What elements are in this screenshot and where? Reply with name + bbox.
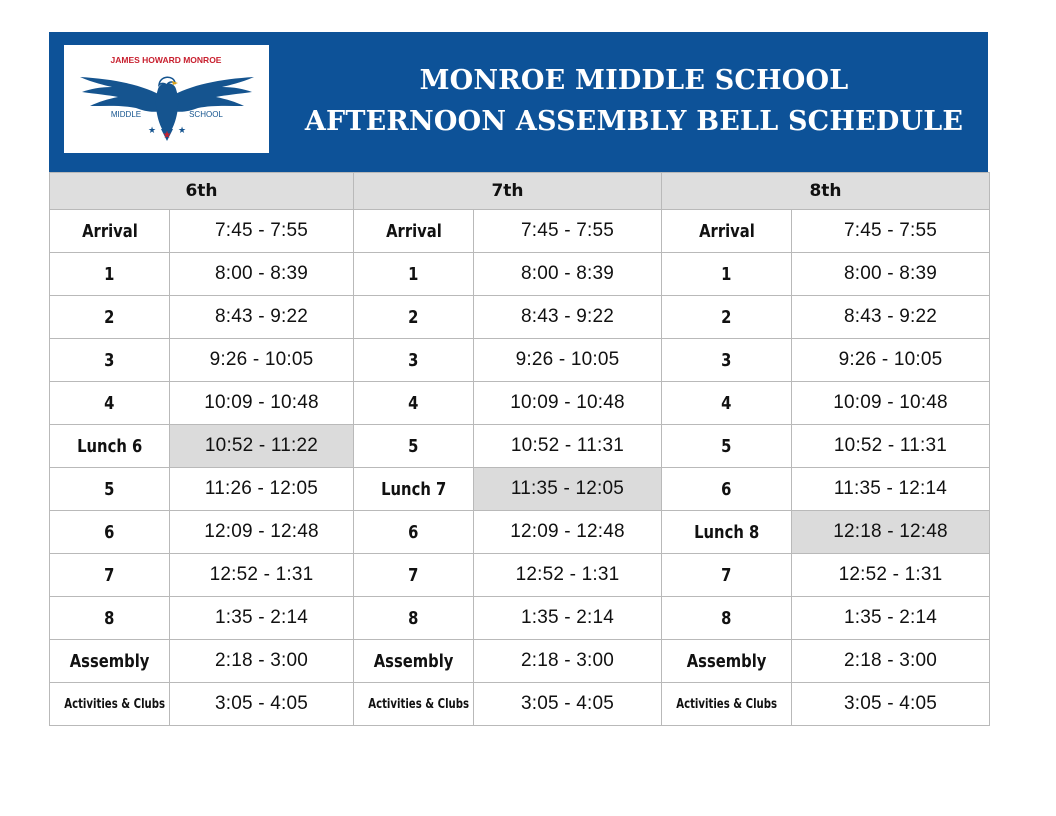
time-range: 8:43 - 9:22	[214, 306, 309, 327]
svg-text:★: ★	[147, 125, 157, 135]
time-cell-8th	[792, 382, 990, 425]
schedule-row	[50, 468, 990, 511]
grade-header-6th: 6th	[50, 173, 354, 210]
time-range: 10:52 - 11:22	[204, 435, 319, 456]
period-label: 4	[721, 392, 732, 414]
time-range: 10:09 - 10:48	[833, 392, 948, 413]
title-line-1: MONROE MIDDLE SCHOOL	[419, 65, 849, 96]
period-cell-7th	[354, 554, 474, 597]
period-label: 8	[408, 607, 419, 629]
time-cell-8th	[792, 511, 990, 554]
schedule-row	[50, 210, 990, 253]
period-label: 7	[408, 564, 419, 586]
period-label: 8	[104, 607, 115, 629]
time-range: 1:35 - 2:14	[843, 607, 938, 628]
grade-header-7th: 7th	[354, 173, 662, 210]
schedule-row	[50, 425, 990, 468]
period-cell-7th	[354, 339, 474, 382]
time-cell-8th	[792, 296, 990, 339]
period-cell-8th	[662, 554, 792, 597]
time-cell-6th	[170, 425, 354, 468]
period-cell-6th	[50, 683, 170, 726]
period-label: 2	[104, 306, 115, 328]
bell-schedule-table	[49, 172, 990, 726]
time-range: 3:05 - 4:05	[520, 693, 615, 714]
period-cell-7th	[354, 511, 474, 554]
time-range: 1:35 - 2:14	[520, 607, 615, 628]
time-range: 10:09 - 10:48	[510, 392, 625, 413]
period-label: Lunch 6	[76, 435, 143, 457]
time-cell-6th	[170, 640, 354, 683]
page-title	[289, 60, 979, 142]
time-cell-7th	[474, 683, 662, 726]
period-label: Arrival	[698, 220, 755, 242]
period-label: 6	[721, 478, 732, 500]
period-label: Activities & Clubs	[368, 697, 470, 712]
logo-right-text: SCHOOL	[189, 110, 223, 119]
period-cell-6th	[50, 597, 170, 640]
period-label: Lunch 8	[693, 521, 760, 543]
time-range: 12:52 - 1:31	[209, 564, 314, 585]
period-cell-6th	[50, 253, 170, 296]
period-label: Activities & Clubs	[64, 697, 166, 712]
period-label: 4	[104, 392, 115, 414]
period-cell-6th	[50, 640, 170, 683]
time-range: 9:26 - 10:05	[209, 349, 314, 370]
time-cell-7th	[474, 597, 662, 640]
time-range: 2:18 - 3:00	[843, 650, 938, 671]
period-cell-8th	[662, 511, 792, 554]
period-label: 5	[408, 435, 419, 457]
time-cell-7th	[474, 425, 662, 468]
time-range: 12:52 - 1:31	[838, 564, 943, 585]
time-cell-7th	[474, 210, 662, 253]
schedule-row	[50, 382, 990, 425]
period-label: Lunch 7	[380, 478, 447, 500]
time-cell-8th	[792, 554, 990, 597]
time-cell-6th	[170, 683, 354, 726]
period-label: 7	[104, 564, 115, 586]
period-cell-7th	[354, 210, 474, 253]
time-cell-8th	[792, 468, 990, 511]
period-cell-8th	[662, 253, 792, 296]
period-cell-8th	[662, 597, 792, 640]
period-cell-7th	[354, 425, 474, 468]
time-range: 12:18 - 12:48	[833, 521, 948, 542]
school-logo	[64, 45, 269, 153]
period-label: 3	[408, 349, 419, 371]
period-label: Activities & Clubs	[676, 697, 778, 712]
schedule-row	[50, 597, 990, 640]
period-label: Assembly	[373, 650, 454, 672]
time-cell-8th	[792, 339, 990, 382]
time-range: 7:45 - 7:55	[843, 220, 938, 241]
schedule-row	[50, 640, 990, 683]
period-cell-8th	[662, 640, 792, 683]
period-cell-6th	[50, 554, 170, 597]
time-range: 12:09 - 12:48	[204, 521, 319, 542]
time-range: 9:26 - 10:05	[515, 349, 620, 370]
time-cell-8th	[792, 597, 990, 640]
period-cell-8th	[662, 210, 792, 253]
time-cell-7th	[474, 640, 662, 683]
time-cell-8th	[792, 253, 990, 296]
period-cell-8th	[662, 468, 792, 511]
time-range: 2:18 - 3:00	[214, 650, 309, 671]
period-label: 6	[408, 521, 419, 543]
time-cell-6th	[170, 382, 354, 425]
logo-left-text: MIDDLE	[110, 110, 142, 119]
period-label: 2	[721, 306, 732, 328]
time-range: 11:35 - 12:14	[833, 478, 948, 499]
time-range: 1:35 - 2:14	[214, 607, 309, 628]
time-cell-6th	[170, 253, 354, 296]
logo-top-text: JAMES HOWARD MONROE	[110, 55, 222, 65]
time-range: 9:26 - 10:05	[838, 349, 943, 370]
time-range: 8:00 - 8:39	[843, 263, 938, 284]
period-label: Assembly	[686, 650, 767, 672]
period-label: 5	[104, 478, 115, 500]
time-range: 10:52 - 11:31	[510, 435, 625, 456]
period-cell-8th	[662, 296, 792, 339]
time-range: 2:18 - 3:00	[520, 650, 615, 671]
time-cell-6th	[170, 296, 354, 339]
time-cell-7th	[474, 339, 662, 382]
page-header	[49, 32, 988, 172]
time-range: 8:43 - 9:22	[843, 306, 938, 327]
period-cell-6th	[50, 468, 170, 511]
time-cell-6th	[170, 339, 354, 382]
time-cell-7th	[474, 296, 662, 339]
time-range: 8:43 - 9:22	[520, 306, 615, 327]
period-label: Arrival	[385, 220, 442, 242]
period-cell-7th	[354, 468, 474, 511]
schedule-row	[50, 296, 990, 339]
time-cell-6th	[170, 468, 354, 511]
period-label: 4	[408, 392, 419, 414]
period-label: 2	[408, 306, 419, 328]
schedule-row	[50, 554, 990, 597]
schedule-row	[50, 339, 990, 382]
time-cell-7th	[474, 511, 662, 554]
time-cell-6th	[170, 210, 354, 253]
period-cell-8th	[662, 425, 792, 468]
time-range: 12:52 - 1:31	[515, 564, 620, 585]
period-label: 5	[721, 435, 732, 457]
period-label: 3	[104, 349, 115, 371]
time-range: 8:00 - 8:39	[214, 263, 309, 284]
period-cell-6th	[50, 511, 170, 554]
period-cell-7th	[354, 296, 474, 339]
time-range: 8:00 - 8:39	[520, 263, 615, 284]
period-cell-7th	[354, 640, 474, 683]
time-range: 11:35 - 12:05	[510, 478, 625, 499]
svg-text:★: ★	[162, 130, 172, 141]
period-label: Arrival	[81, 220, 138, 242]
time-cell-7th	[474, 468, 662, 511]
period-cell-6th	[50, 210, 170, 253]
time-cell-6th	[170, 554, 354, 597]
period-cell-8th	[662, 382, 792, 425]
time-cell-7th	[474, 253, 662, 296]
period-cell-6th	[50, 296, 170, 339]
time-cell-7th	[474, 554, 662, 597]
time-range: 3:05 - 4:05	[214, 693, 309, 714]
time-cell-8th	[792, 210, 990, 253]
schedule-row	[50, 511, 990, 554]
period-label: Assembly	[69, 650, 150, 672]
time-cell-8th	[792, 683, 990, 726]
period-cell-6th	[50, 382, 170, 425]
period-label: 6	[104, 521, 115, 543]
svg-text:★: ★	[177, 125, 187, 135]
period-cell-8th	[662, 339, 792, 382]
time-cell-8th	[792, 425, 990, 468]
grade-header-row	[50, 173, 990, 210]
schedule-body	[50, 173, 990, 726]
period-label: 3	[721, 349, 732, 371]
period-label: 1	[721, 263, 732, 285]
period-label: 7	[721, 564, 732, 586]
period-label: 1	[104, 263, 115, 285]
time-cell-6th	[170, 597, 354, 640]
time-cell-7th	[474, 382, 662, 425]
time-range: 11:26 - 12:05	[204, 478, 319, 499]
period-cell-6th	[50, 425, 170, 468]
time-cell-6th	[170, 511, 354, 554]
time-range: 10:52 - 11:31	[833, 435, 948, 456]
eagle-icon	[64, 45, 269, 153]
period-label: 8	[721, 607, 732, 629]
time-range: 3:05 - 4:05	[843, 693, 938, 714]
schedule-row	[50, 683, 990, 726]
time-range: 7:45 - 7:55	[520, 220, 615, 241]
period-cell-7th	[354, 683, 474, 726]
period-cell-7th	[354, 382, 474, 425]
period-label: 1	[408, 263, 419, 285]
title-line-2: AFTERNOON ASSEMBLY BELL SCHEDULE	[304, 106, 964, 137]
schedule-row	[50, 253, 990, 296]
period-cell-6th	[50, 339, 170, 382]
period-cell-8th	[662, 683, 792, 726]
time-range: 12:09 - 12:48	[510, 521, 625, 542]
period-cell-7th	[354, 597, 474, 640]
time-range: 10:09 - 10:48	[204, 392, 319, 413]
grade-header-8th: 8th	[662, 173, 990, 210]
period-cell-7th	[354, 253, 474, 296]
time-cell-8th	[792, 640, 990, 683]
time-range: 7:45 - 7:55	[214, 220, 309, 241]
